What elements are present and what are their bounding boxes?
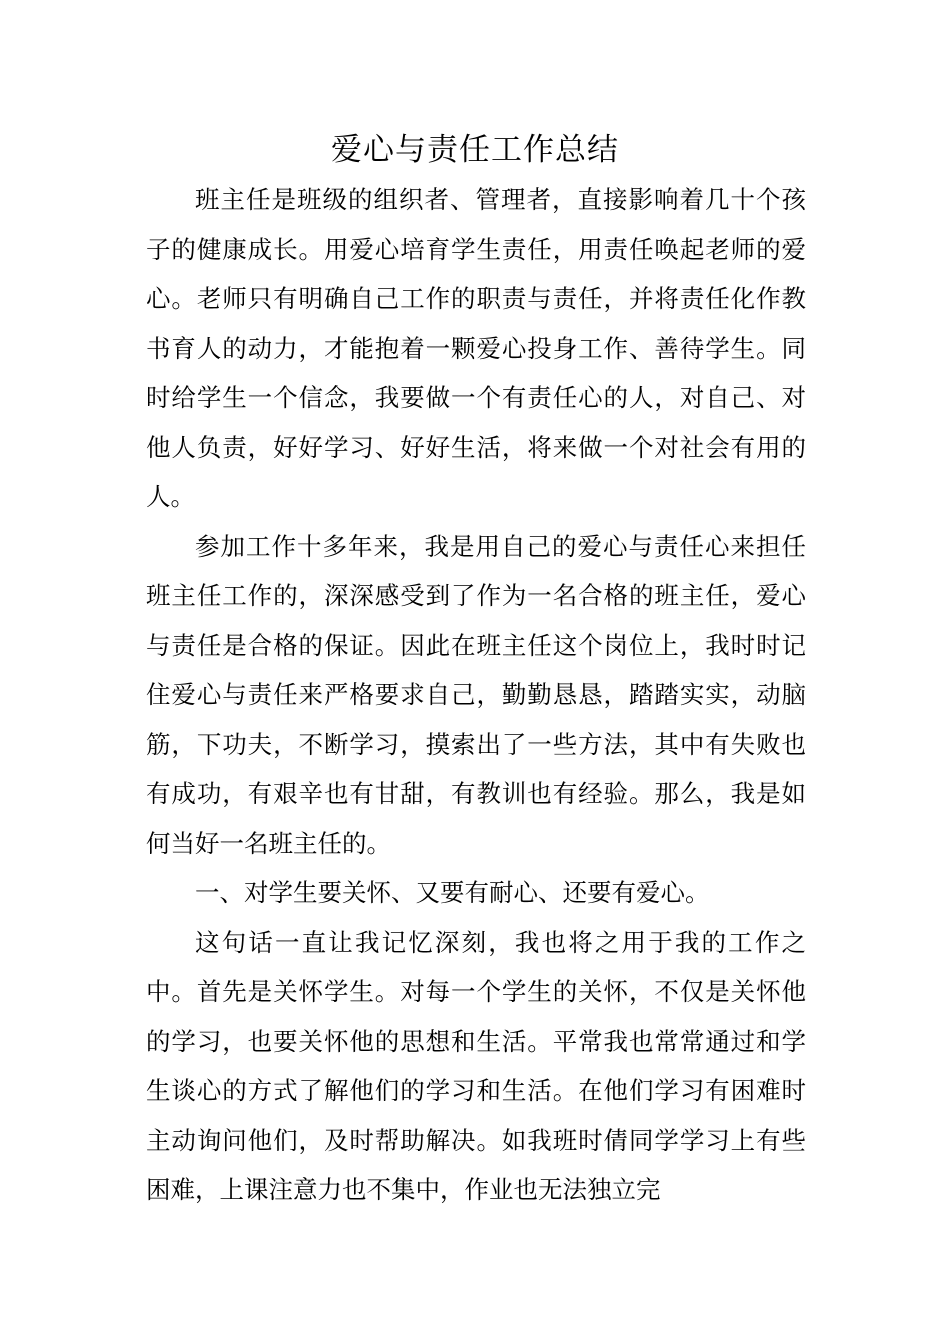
paragraph-2: 参加工作十多年来，我是用自己的爱心与责任心来担任班主任工作的，深深感受到了作为一名合格的班主任，爱心与责任是合格的保证。因此在班主任这个岗位上，我时时记住爱心与责任来严格要求自己，勤勤恳恳，踏踏实实，动脑筋，下功夫，不断学习，摸索出了一些方法，其中有失败也有成功，有艰辛也有甘甜，有教训也有经验。那么，我是如何当好一名班主任的。 [146,531,806,858]
document-body [146,175,806,1215]
document-title: 爱心与责任工作总结 [331,132,619,168]
paragraph-1: 班主任是班级的组织者、管理者，直接影响着几十个孩子的健康成长。用爱心培育学生责任，用责任唤起老师的爱心。老师只有明确自己工作的职责与责任，并将责任化作教书育人的动力，才能抱着一颗爱心投身工作、善待学生。同时给学生一个信念，我要做一个有责任心的人，对自己、对他人负责，好好学习、好好生活，将来做一个对社会有用的人。 [146,185,806,511]
section-heading-1: 一、对学生要关怀、又要有耐心、还要有爱心。 [195,878,710,907]
paragraph-3: 这句话一直让我记忆深刻，我也将之用于我的工作之中。首先是关怀学生。对每一个学生的关怀，不仅是关怀他的学习，也要关怀他的思想和生活。平常我也常常通过和学生谈心的方式了解他们的学习和生活。在他们学习有困难时主动询问他们，及时帮助解决。如我班时倩同学学习上有些困难，上课注意力也不集中，作业也无法独立完 [146,927,806,1204]
